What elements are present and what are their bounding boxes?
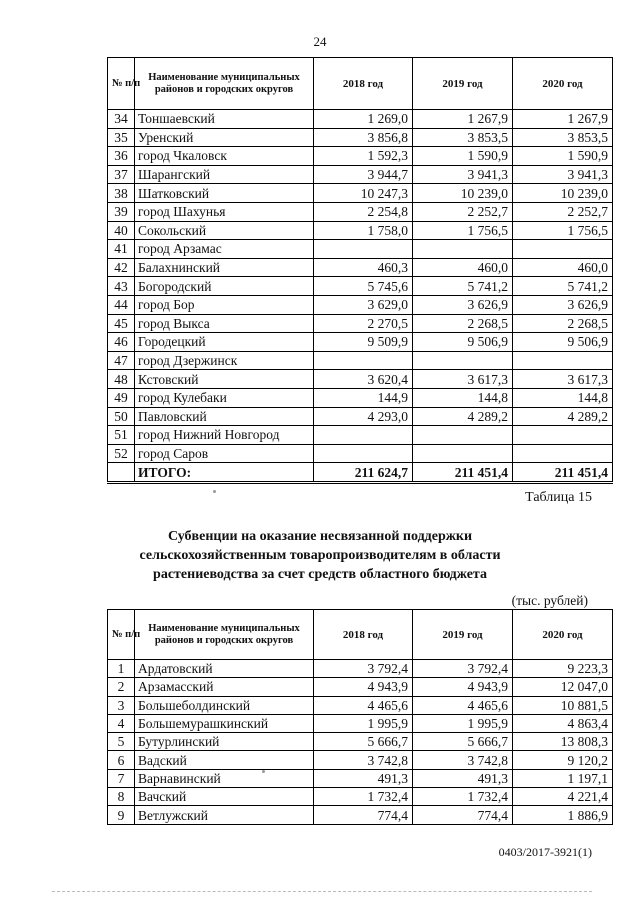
value-2019: 3 626,9	[413, 295, 513, 314]
value-2018	[314, 444, 413, 463]
row-name: город Дзержинск	[135, 351, 314, 370]
row-name: город Выкса	[135, 314, 314, 333]
row-number: 2	[108, 678, 135, 696]
value-2019: 4 465,6	[413, 696, 513, 714]
value-2018: 144,9	[314, 388, 413, 407]
value-2019: 1 590,9	[413, 147, 513, 166]
row-number: 41	[108, 240, 135, 259]
value-2018: 2 270,5	[314, 314, 413, 333]
value-2018: 3 620,4	[314, 370, 413, 389]
row-number: 5	[108, 733, 135, 751]
table-row	[108, 333, 613, 352]
row-name: Ардатовский	[135, 660, 314, 678]
value-2019	[413, 426, 513, 445]
header-2019: 2019 год	[413, 58, 513, 110]
value-2018: 5 745,6	[314, 277, 413, 296]
value-2020: 144,8	[513, 388, 613, 407]
value-2018: 3 856,8	[314, 128, 413, 147]
row-number: 42	[108, 258, 135, 277]
value-2020: 1 886,9	[513, 806, 613, 824]
header-2020: 2020 год	[513, 58, 613, 110]
value-2018: 4 293,0	[314, 407, 413, 426]
value-2019: 1 995,9	[413, 714, 513, 732]
table-row	[108, 696, 613, 714]
row-number: 39	[108, 202, 135, 221]
value-2020: 13 808,3	[513, 733, 613, 751]
row-name: Богородский	[135, 277, 314, 296]
title-line: сельскохозяйственным товаропроизводителям в области	[139, 548, 501, 563]
row-number: 7	[108, 769, 135, 787]
row-name: город Чкаловск	[135, 147, 314, 166]
value-2018: 460,3	[314, 258, 413, 277]
row-name: Тоншаевский	[135, 110, 314, 129]
document-number: 0403/2017-3921(1)	[498, 845, 592, 859]
header-2020: 2020 год	[513, 610, 613, 660]
value-2018: 491,3	[314, 769, 413, 787]
table-row	[108, 370, 613, 389]
value-2019	[413, 351, 513, 370]
row-number: 44	[108, 295, 135, 314]
value-2019: 3 742,8	[413, 751, 513, 769]
value-2020: 10 239,0	[513, 184, 613, 203]
value-2019: 4 943,9	[413, 678, 513, 696]
row-number: 36	[108, 147, 135, 166]
row-name: Арзамасский	[135, 678, 314, 696]
table-row	[108, 714, 613, 732]
table-row	[108, 426, 613, 445]
table-row	[108, 277, 613, 296]
value-2020: 460,0	[513, 258, 613, 277]
value-2019: 1 756,5	[413, 221, 513, 240]
table-row	[108, 806, 613, 824]
table-row	[108, 184, 613, 203]
row-name: Городецкий	[135, 333, 314, 352]
total-2020: 211 451,4	[513, 463, 613, 483]
header-name: Наименование муниципальных районов и городских округов	[135, 58, 314, 110]
bottom-divider	[52, 891, 592, 892]
title-line: растениеводства за счет средств областного бюджета	[153, 567, 487, 582]
total-2019: 211 451,4	[413, 463, 513, 483]
value-2019: 4 289,2	[413, 407, 513, 426]
table-row	[108, 660, 613, 678]
row-number: 4	[108, 714, 135, 732]
row-name: Вачский	[135, 788, 314, 806]
value-2018: 1 995,9	[314, 714, 413, 732]
value-2019: 1 267,9	[413, 110, 513, 129]
table-row	[108, 295, 613, 314]
value-2018: 1 269,0	[314, 110, 413, 129]
value-2019	[413, 240, 513, 259]
title-line: Субвенции на оказание несвязанной поддержки	[167, 529, 473, 544]
row-name: город Саров	[135, 444, 314, 463]
value-2020: 4 289,2	[513, 407, 613, 426]
row-number: 52	[108, 444, 135, 463]
value-2019: 9 506,9	[413, 333, 513, 352]
value-2018: 10 247,3	[314, 184, 413, 203]
value-2018: 9 509,9	[314, 333, 413, 352]
table-row	[108, 444, 613, 463]
row-number: 47	[108, 351, 135, 370]
value-2018: 1 732,4	[314, 788, 413, 806]
row-name: Уренский	[135, 128, 314, 147]
table-row	[108, 388, 613, 407]
row-number: 3	[108, 696, 135, 714]
value-2020	[513, 444, 613, 463]
value-2019: 5 741,2	[413, 277, 513, 296]
table-body	[108, 110, 613, 483]
value-2018: 4 465,6	[314, 696, 413, 714]
value-2018: 1 758,0	[314, 221, 413, 240]
scan-speck	[262, 770, 265, 773]
value-2018: 4 943,9	[314, 678, 413, 696]
value-2020	[513, 351, 613, 370]
header-num: № п/п	[108, 58, 135, 110]
value-2020: 9 506,9	[513, 333, 613, 352]
row-number: 43	[108, 277, 135, 296]
value-2018	[314, 351, 413, 370]
scan-speck	[213, 490, 216, 493]
row-name: Павловский	[135, 407, 314, 426]
row-number: 51	[108, 426, 135, 445]
value-2019: 5 666,7	[413, 733, 513, 751]
table-row	[108, 258, 613, 277]
value-2020: 10 881,5	[513, 696, 613, 714]
row-name: Шарангский	[135, 165, 314, 184]
table-crop-subsidies	[107, 609, 613, 825]
row-number: 50	[108, 407, 135, 426]
units-label: (тыс. рублей)	[511, 593, 588, 608]
row-number: 40	[108, 221, 135, 240]
row-name: город Бор	[135, 295, 314, 314]
table-row	[108, 110, 613, 129]
value-2019: 2 252,7	[413, 202, 513, 221]
value-2020: 1 197,1	[513, 769, 613, 787]
row-number: 8	[108, 788, 135, 806]
table-row	[108, 165, 613, 184]
value-2019: 3 853,5	[413, 128, 513, 147]
table-row	[108, 128, 613, 147]
row-number: 37	[108, 165, 135, 184]
value-2020	[513, 240, 613, 259]
table-row	[108, 240, 613, 259]
value-2018	[314, 240, 413, 259]
total-2018: 211 624,7	[314, 463, 413, 483]
total-label: ИТОГО:	[135, 463, 314, 483]
row-name: Ветлужский	[135, 806, 314, 824]
row-name: город Шахунья	[135, 202, 314, 221]
table-body	[108, 660, 613, 825]
value-2020: 2 268,5	[513, 314, 613, 333]
value-2018: 1 592,3	[314, 147, 413, 166]
value-2020: 1 267,9	[513, 110, 613, 129]
row-name: Кстовский	[135, 370, 314, 389]
value-2019: 3 792,4	[413, 660, 513, 678]
value-2020: 3 941,3	[513, 165, 613, 184]
table-label: Таблица 15	[525, 490, 592, 505]
table-row	[108, 221, 613, 240]
value-2020: 5 741,2	[513, 277, 613, 296]
row-name: город Кулебаки	[135, 388, 314, 407]
row-name: город Нижний Новгород	[135, 426, 314, 445]
value-2019: 3 941,3	[413, 165, 513, 184]
row-name: Большеболдинский	[135, 696, 314, 714]
value-2020: 3 626,9	[513, 295, 613, 314]
value-2020: 12 047,0	[513, 678, 613, 696]
header-num: № п/п	[108, 610, 135, 660]
value-2018: 3 792,4	[314, 660, 413, 678]
value-2019	[413, 444, 513, 463]
value-2019: 2 268,5	[413, 314, 513, 333]
value-2020: 2 252,7	[513, 202, 613, 221]
value-2020: 1 590,9	[513, 147, 613, 166]
row-number: 48	[108, 370, 135, 389]
value-2020: 3 853,5	[513, 128, 613, 147]
table-row	[108, 751, 613, 769]
row-name: город Арзамас	[135, 240, 314, 259]
row-number: 1	[108, 660, 135, 678]
row-name: Варнавинский	[135, 769, 314, 787]
table-row	[108, 678, 613, 696]
table-row	[108, 314, 613, 333]
value-2020	[513, 426, 613, 445]
table-row	[108, 769, 613, 787]
row-number: 34	[108, 110, 135, 129]
row-name: Сокольский	[135, 221, 314, 240]
table-row	[108, 351, 613, 370]
row-name: Шатковский	[135, 184, 314, 203]
table-row	[108, 733, 613, 751]
table-subsidies-continued	[107, 57, 613, 484]
page-number: 24	[313, 34, 327, 49]
table-row	[108, 202, 613, 221]
header-2019: 2019 год	[413, 610, 513, 660]
value-2020: 1 756,5	[513, 221, 613, 240]
header-2018: 2018 год	[314, 610, 413, 660]
value-2018: 3 742,8	[314, 751, 413, 769]
row-number: 6	[108, 751, 135, 769]
value-2019: 144,8	[413, 388, 513, 407]
row-number: 38	[108, 184, 135, 203]
row-number: 35	[108, 128, 135, 147]
section-title	[0, 527, 640, 584]
value-2018: 3 629,0	[314, 295, 413, 314]
value-2020: 9 120,2	[513, 751, 613, 769]
value-2018: 2 254,8	[314, 202, 413, 221]
value-2020: 4 863,4	[513, 714, 613, 732]
row-name: Балахнинский	[135, 258, 314, 277]
value-2019: 10 239,0	[413, 184, 513, 203]
table-row	[108, 147, 613, 166]
value-2020: 9 223,3	[513, 660, 613, 678]
value-2018: 774,4	[314, 806, 413, 824]
row-number: 46	[108, 333, 135, 352]
row-number: 9	[108, 806, 135, 824]
row-name: Бутурлинский	[135, 733, 314, 751]
row-name: Вадский	[135, 751, 314, 769]
row-number: 49	[108, 388, 135, 407]
header-name: Наименование муниципальных районов и городских округов	[135, 610, 314, 660]
value-2020: 4 221,4	[513, 788, 613, 806]
table-row	[108, 788, 613, 806]
total-num	[108, 463, 135, 483]
value-2019: 460,0	[413, 258, 513, 277]
row-number: 45	[108, 314, 135, 333]
value-2019: 491,3	[413, 769, 513, 787]
value-2019: 1 732,4	[413, 788, 513, 806]
value-2018: 3 944,7	[314, 165, 413, 184]
value-2018	[314, 426, 413, 445]
table-row	[108, 407, 613, 426]
total-row	[108, 463, 613, 483]
row-name: Большемурашкинский	[135, 714, 314, 732]
value-2020: 3 617,3	[513, 370, 613, 389]
header-2018: 2018 год	[314, 58, 413, 110]
value-2019: 774,4	[413, 806, 513, 824]
value-2019: 3 617,3	[413, 370, 513, 389]
value-2018: 5 666,7	[314, 733, 413, 751]
